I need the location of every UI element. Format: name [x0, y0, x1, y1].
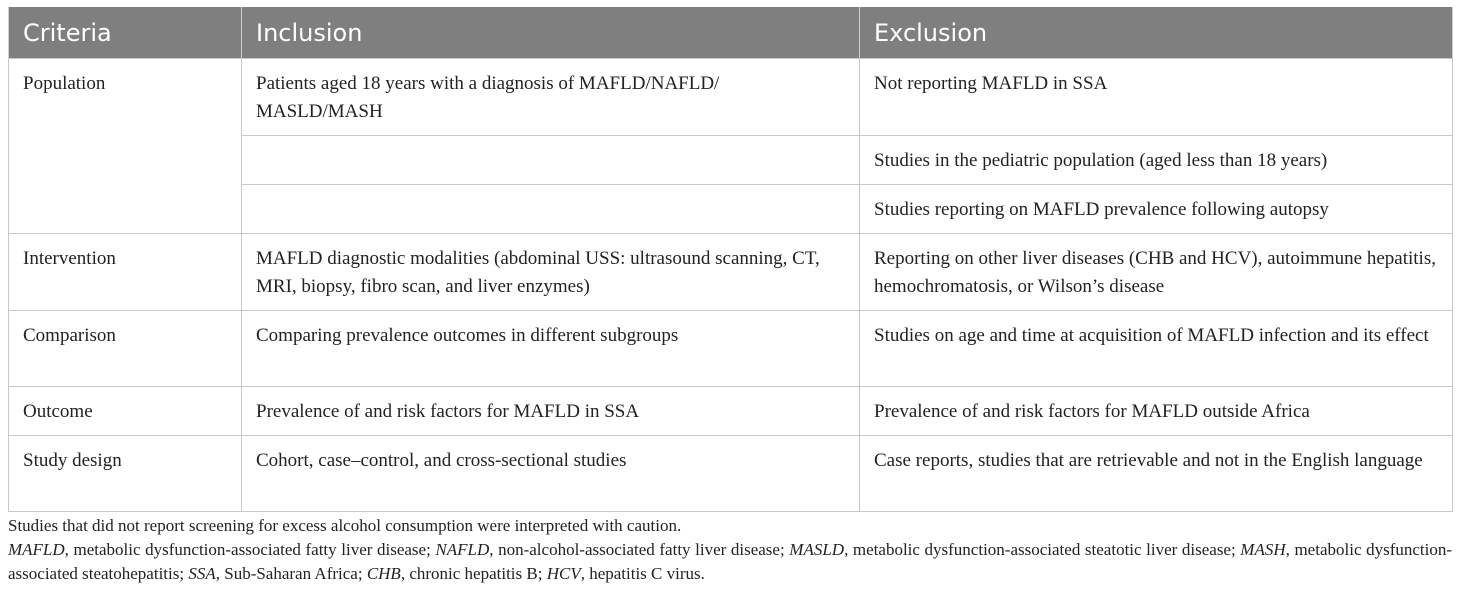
inclusion-cell-empty	[242, 185, 860, 234]
criteria-cell: Intervention	[9, 234, 242, 311]
table-row	[9, 234, 1453, 311]
criteria-cell: Population	[9, 59, 242, 234]
header-inclusion: Inclusion	[242, 7, 860, 59]
abbr-term: MASH	[1240, 540, 1286, 559]
exclusion-cell: Case reports, studies that are retrievable and not in the English language	[860, 436, 1453, 512]
criteria-table	[8, 7, 1453, 512]
abbr-term: SSA	[188, 564, 216, 583]
abbr-def: , Sub-Saharan Africa;	[215, 564, 367, 583]
criteria-cell: Comparison	[9, 311, 242, 387]
table-row	[9, 59, 1453, 136]
abbr-def: , metabolic dysfunction-associated fatty liver disease;	[64, 540, 436, 559]
inclusion-cell: Patients aged 18 years with a diagnosis of MAFLD/NAFLD/ MASLD/MASH	[242, 59, 860, 136]
abbr-def: , non-alcohol-associated fatty liver disease;	[489, 540, 790, 559]
abbr-def: , chronic hepatitis B;	[400, 564, 547, 583]
inclusion-cell: MAFLD diagnostic modalities (abdominal USS: ultrasound scanning, CT, MRI, biopsy, fibro scan, and liver enzymes)	[242, 234, 860, 311]
inclusion-cell: Comparing prevalence outcomes in different subgroups	[242, 311, 860, 387]
table-row	[9, 311, 1453, 387]
header-exclusion: Exclusion	[860, 7, 1453, 59]
abbr-term: NAFLD	[435, 540, 490, 559]
abbr-term: MASLD	[789, 540, 845, 559]
criteria-cell: Outcome	[9, 387, 242, 436]
abbr-def: , metabolic dysfunction-associated steatohepatitis;	[8, 540, 1453, 583]
table-row	[9, 387, 1453, 436]
footnote: Studies that did not report screening for excess alcohol consumption were interpreted with caution.	[8, 516, 682, 535]
criteria-cell: Study design	[9, 436, 242, 512]
criteria-table-container	[8, 7, 1452, 512]
abbreviations	[8, 538, 1452, 586]
exclusion-cell: Studies in the pediatric population (aged less than 18 years)	[860, 136, 1453, 185]
abbr-term: HCV	[546, 564, 581, 583]
inclusion-cell: Prevalence of and risk factors for MAFLD in SSA	[242, 387, 860, 436]
exclusion-cell: Studies on age and time at acquisition of MAFLD infection and its effect	[860, 311, 1453, 387]
table-row	[9, 436, 1453, 512]
exclusion-cell: Not reporting MAFLD in SSA	[860, 59, 1453, 136]
abbr-term: CHB	[366, 564, 401, 583]
table-notes	[8, 514, 1452, 586]
abbr-term: MAFLD	[8, 540, 65, 559]
table-header-row	[9, 7, 1453, 59]
inclusion-cell-empty	[242, 136, 860, 185]
exclusion-cell: Studies reporting on MAFLD prevalence following autopsy	[860, 185, 1453, 234]
exclusion-cell: Reporting on other liver diseases (CHB and HCV), autoimmune hepatitis, hemochromatosis, or Wilson’s disease	[860, 234, 1453, 311]
header-criteria: Criteria	[9, 7, 242, 59]
inclusion-cell: Cohort, case–control, and cross-sectional studies	[242, 436, 860, 512]
exclusion-cell: Prevalence of and risk factors for MAFLD outside Africa	[860, 387, 1453, 436]
abbr-def: , metabolic dysfunction-associated steatotic liver disease;	[844, 540, 1241, 559]
abbr-def: , hepatitis C virus.	[580, 564, 705, 583]
